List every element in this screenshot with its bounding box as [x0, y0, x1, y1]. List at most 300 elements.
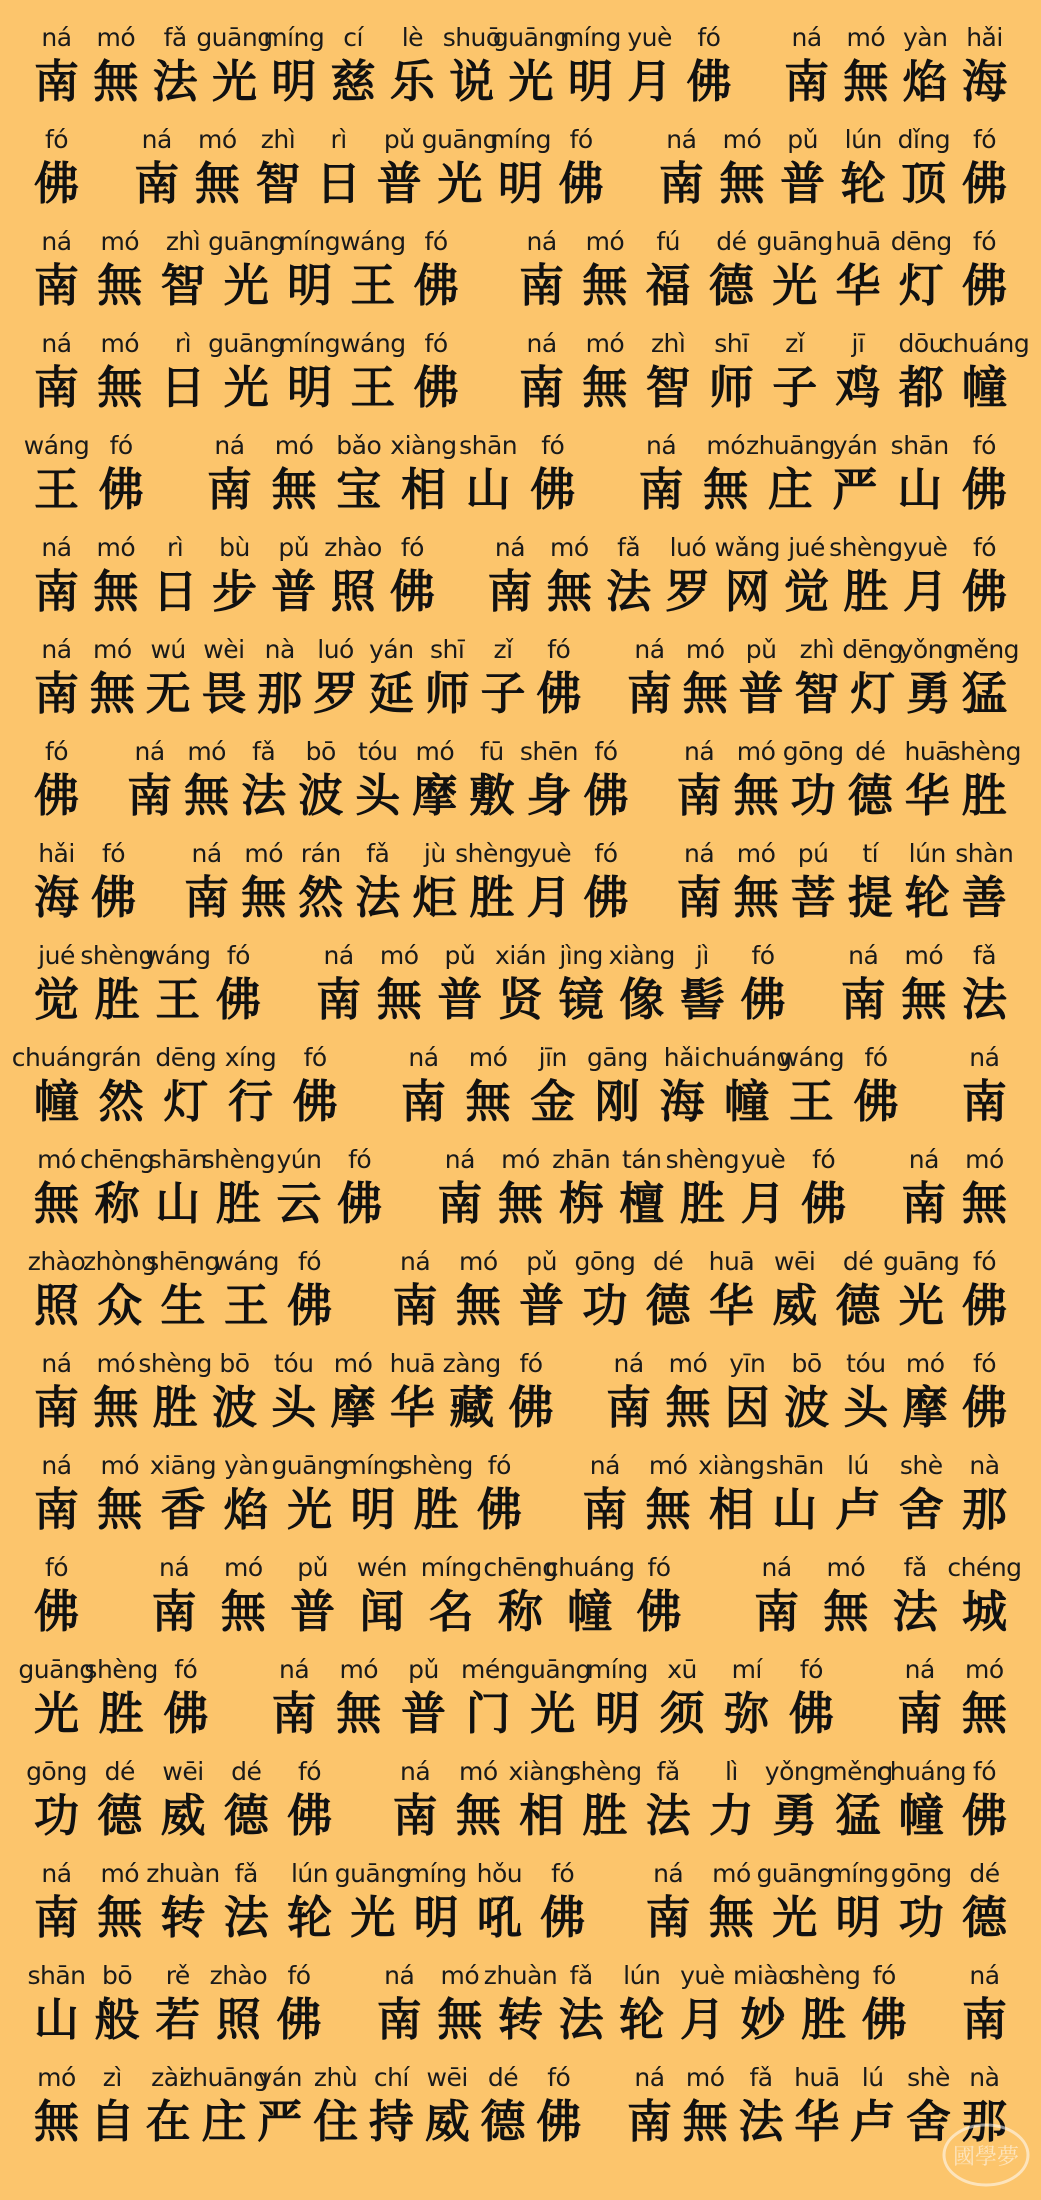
- hanzi: 幢: [898, 1789, 944, 1842]
- pinyin: fó: [547, 2063, 571, 2092]
- hanzi: 胜: [843, 565, 889, 618]
- pinyin: mó: [668, 1349, 708, 1378]
- hanzi: 南: [271, 1687, 317, 1740]
- hanzi: 無: [336, 1687, 382, 1740]
- text-line: [34, 622, 1020, 722]
- text-line: [34, 10, 1007, 110]
- char-cell: [340, 328, 406, 416]
- pinyin: chuáng: [545, 1553, 635, 1582]
- pinyin: ná: [653, 1859, 684, 1888]
- char-cell: [390, 1348, 435, 1436]
- hanzi: 佛: [34, 1585, 80, 1638]
- hanzi: 闻: [359, 1585, 405, 1638]
- char-cell: [848, 838, 893, 926]
- pinyin: gāng: [586, 1043, 648, 1072]
- pinyin: mó: [92, 635, 132, 664]
- pinyin: zhuāng: [179, 2063, 269, 2092]
- hanzi: 华: [708, 1279, 754, 1332]
- char-cell: [208, 226, 285, 314]
- char-cell: [224, 1450, 269, 1538]
- pinyin: wǎng: [714, 533, 780, 562]
- pinyin: mó: [244, 839, 284, 868]
- pinyin: ná: [904, 1655, 935, 1684]
- hanzi: 海: [659, 1075, 705, 1128]
- char-cell: [336, 1654, 381, 1742]
- char-cell: [399, 1450, 473, 1538]
- char-cell: [287, 1246, 332, 1334]
- char-cell: [483, 1552, 558, 1640]
- char-cell: [627, 2062, 672, 2150]
- char-cell: [801, 1144, 846, 1232]
- pinyin: guāng: [492, 23, 570, 52]
- hanzi: 妙: [740, 1993, 786, 2046]
- hanzi: 罗: [665, 565, 711, 618]
- char-cell: [627, 22, 672, 110]
- pinyin: jué: [788, 533, 825, 562]
- hanzi: 日: [160, 361, 206, 414]
- pinyin: fó: [547, 635, 571, 664]
- char-cell: [841, 124, 886, 212]
- hanzi: 幢: [961, 361, 1007, 414]
- hanzi: 佛: [536, 2095, 582, 2148]
- pinyin: fǎ: [972, 941, 997, 970]
- hanzi: 無: [241, 871, 287, 924]
- pinyin: guāng: [334, 1859, 411, 1888]
- pinyin: dēng: [890, 227, 952, 256]
- char-cell: [583, 736, 628, 824]
- pinyin: fǎ: [749, 2063, 773, 2092]
- char-cell: [508, 1756, 575, 1844]
- hanzi: 法: [738, 2095, 784, 2148]
- char-cell: [324, 532, 382, 620]
- char-cell: [279, 226, 341, 314]
- pinyin: lún: [623, 1961, 661, 1990]
- pinyin: lú: [861, 2063, 884, 2092]
- hanzi: 香: [160, 1483, 206, 1536]
- char-cell: [890, 226, 952, 314]
- char-cell: [83, 1246, 157, 1334]
- char-cell: [709, 1858, 754, 1946]
- pinyin: dé: [104, 1757, 135, 1786]
- pinyin: lì: [724, 1757, 738, 1786]
- hanzi: 头: [355, 769, 401, 822]
- pinyin: bō: [791, 1349, 822, 1378]
- hanzi: 山: [772, 1483, 818, 1536]
- hanzi: 法: [152, 55, 198, 108]
- char-cell: [95, 1960, 140, 2048]
- hanzi: 胜: [469, 871, 515, 924]
- hanzi: 月: [526, 871, 572, 924]
- hanzi: 無: [823, 1585, 869, 1638]
- char-cell: [488, 532, 533, 620]
- pinyin: ná: [279, 1655, 310, 1684]
- pinyin: fó: [303, 1043, 327, 1072]
- pinyin: fó: [348, 1145, 372, 1174]
- hanzi: 威: [424, 2095, 470, 2148]
- hanzi: 月: [679, 1993, 725, 2046]
- hanzi: 光: [223, 361, 269, 414]
- pinyin: mó: [648, 1451, 688, 1480]
- hanzi: 幢: [34, 1075, 80, 1128]
- hanzi: 法: [892, 1585, 938, 1638]
- hanzi: 那: [961, 2095, 1007, 2148]
- hanzi: 佛: [583, 871, 629, 924]
- pinyin: mó: [736, 839, 776, 868]
- hanzi: 明: [835, 1891, 881, 1944]
- pinyin: mó: [685, 2063, 725, 2092]
- hanzi: 福: [645, 259, 691, 312]
- char-cell: [646, 328, 691, 416]
- char-cell: [377, 940, 422, 1028]
- pinyin: míng: [279, 329, 341, 358]
- char-cell: [138, 1348, 212, 1436]
- hanzi: 無: [93, 1381, 139, 1434]
- pinyin: fó: [812, 1145, 836, 1174]
- pinyin: dé: [969, 1859, 1000, 1888]
- pinyin: ná: [526, 329, 557, 358]
- hanzi: 南: [316, 973, 362, 1026]
- char-cell: [835, 328, 880, 416]
- hanzi: 南: [184, 871, 230, 924]
- pinyin: ná: [134, 737, 165, 766]
- hanzi: 佛: [540, 1891, 586, 1944]
- char-cell: [739, 634, 784, 722]
- pinyin: fǎ: [252, 737, 276, 766]
- hanzi: 波: [211, 1381, 257, 1434]
- hanzi: 智: [645, 361, 691, 414]
- pinyin: wēi: [162, 1757, 204, 1786]
- text-line: [26, 1744, 1007, 1844]
- pinyin: chuáng: [11, 1043, 102, 1072]
- pinyin: shī: [430, 635, 465, 664]
- hanzi: 南: [519, 259, 565, 312]
- pinyin: wēi: [426, 2063, 468, 2092]
- pinyin: shēng: [146, 1247, 220, 1276]
- char-cell: [764, 1756, 825, 1844]
- pinyin: pǔ: [526, 1247, 557, 1276]
- char-cell: [683, 634, 728, 722]
- char-cell: [437, 1960, 482, 2048]
- pinyin: ná: [41, 1451, 72, 1480]
- char-cell: [201, 634, 246, 722]
- pinyin: bō: [219, 1349, 250, 1378]
- hanzi: 無: [719, 157, 765, 210]
- pinyin: lún: [908, 839, 946, 868]
- pinyin: míng: [586, 1655, 648, 1684]
- char-cell: [414, 226, 459, 314]
- char-cell: [27, 1246, 86, 1334]
- pinyin: pǔ: [444, 941, 476, 970]
- hanzi: 轮: [287, 1891, 333, 1944]
- pinyin: chuáng: [939, 329, 1030, 358]
- hanzi: 南: [901, 1177, 947, 1230]
- pinyin: mí: [731, 1655, 762, 1684]
- pinyin: ná: [494, 533, 526, 562]
- pinyin: shèng: [399, 1451, 473, 1480]
- pinyin: fǎ: [656, 1757, 680, 1786]
- char-cell: [481, 2062, 526, 2150]
- char-cell: [456, 1756, 501, 1844]
- char-cell: [709, 328, 754, 416]
- char-cell: [823, 1552, 868, 1640]
- pinyin: lú: [847, 1451, 869, 1480]
- hanzi: 海: [962, 55, 1008, 108]
- hanzi: 力: [708, 1789, 754, 1842]
- pinyin: mó: [440, 1961, 480, 1990]
- char-cell: [277, 1144, 322, 1232]
- hanzi: 佛: [961, 1789, 1007, 1842]
- hanzi: 無: [665, 1381, 711, 1434]
- hanzi: 提: [847, 871, 893, 924]
- char-cell: [146, 1858, 220, 1946]
- char-cell: [34, 838, 79, 926]
- char-cell: [90, 634, 135, 722]
- char-cell: [540, 1858, 585, 1946]
- pinyin: rán: [101, 1043, 142, 1072]
- char-cell: [442, 1348, 501, 1436]
- pinyin: ná: [400, 1247, 431, 1276]
- char-cell: [342, 1450, 404, 1538]
- hanzi: 法: [645, 1789, 691, 1842]
- pinyin: pǔ: [383, 125, 415, 154]
- char-cell: [201, 1144, 276, 1232]
- pinyin: ná: [41, 1349, 72, 1378]
- pinyin: shuō: [442, 23, 501, 52]
- hanzi: 無: [465, 1075, 511, 1128]
- pinyin: yàn: [902, 23, 948, 52]
- char-cell: [91, 838, 136, 926]
- char-cell: [241, 838, 286, 926]
- hanzi: 那: [961, 1483, 1007, 1536]
- hanzi: 南: [151, 1585, 197, 1638]
- pinyin: shèng: [665, 1145, 740, 1174]
- char-cell: [646, 1858, 691, 1946]
- hanzi: 在: [145, 2095, 191, 2148]
- pinyin: gōng: [782, 737, 844, 766]
- hanzi: 月: [740, 1177, 786, 1230]
- hanzi: 佛: [536, 667, 582, 720]
- hanzi: 普: [290, 1585, 336, 1638]
- char-cell: [962, 1756, 1007, 1844]
- text-line: [34, 1540, 1022, 1640]
- char-cell: [455, 838, 529, 926]
- pinyin: xū: [667, 1655, 697, 1684]
- char-cell: [331, 1348, 376, 1436]
- char-cell: [213, 1246, 280, 1334]
- pinyin: rì: [174, 329, 192, 358]
- char-cell: [290, 1552, 335, 1640]
- hanzi: 摩: [902, 1381, 948, 1434]
- hanzi: 若: [155, 1993, 201, 2046]
- char-cell: [606, 532, 651, 620]
- char-cell: [80, 1144, 155, 1232]
- hanzi: 菩: [790, 871, 836, 924]
- hanzi: 佛: [961, 259, 1007, 312]
- hanzi: 庄: [201, 2095, 247, 2148]
- char-cell: [893, 1552, 938, 1640]
- hanzi: 佛: [163, 1687, 209, 1740]
- char-cell: [947, 1552, 1022, 1640]
- char-cell: [526, 838, 571, 926]
- pinyin: ná: [214, 431, 245, 460]
- char-cell: [962, 940, 1007, 1028]
- pinyin: xiāng: [149, 1451, 217, 1480]
- char-cell: [519, 226, 564, 314]
- hanzi: 明: [287, 361, 333, 414]
- char-cell: [646, 1246, 691, 1334]
- hanzi: 無: [184, 769, 230, 822]
- char-cell: [703, 430, 748, 518]
- hanzi: 佛: [476, 1483, 522, 1536]
- text-line: [27, 1234, 1007, 1334]
- char-cell: [530, 430, 575, 518]
- char-cell: [841, 940, 886, 1028]
- hanzi: 佛: [962, 565, 1008, 618]
- hanzi: 像: [619, 973, 665, 1026]
- char-cell: [356, 1552, 407, 1640]
- hanzi: 佛: [583, 769, 629, 822]
- char-cell: [756, 1858, 833, 1946]
- char-cell: [420, 1552, 482, 1640]
- hanzi: 光: [34, 1687, 80, 1740]
- char-cell: [272, 430, 317, 518]
- hanzi: 卢: [850, 2095, 896, 2148]
- pinyin: wèi: [203, 635, 245, 664]
- hanzi: 王: [350, 361, 396, 414]
- pinyin: fó: [101, 839, 126, 868]
- pinyin: dēng: [842, 635, 904, 664]
- hanzi: 相: [519, 1789, 565, 1842]
- char-cell: [393, 1246, 438, 1334]
- pinyin: mó: [459, 1757, 498, 1786]
- hanzi: 因: [724, 1381, 770, 1434]
- char-cell: [152, 1552, 197, 1640]
- pinyin: shān: [765, 1451, 824, 1480]
- hanzi: 威: [160, 1789, 206, 1842]
- pinyin: míng: [420, 1553, 482, 1582]
- char-cell: [271, 1348, 316, 1436]
- char-cell: [155, 1960, 200, 2048]
- char-cell: [962, 1858, 1007, 1946]
- pinyin: shān: [459, 431, 518, 460]
- char-cell: [754, 1552, 799, 1640]
- hanzi: 普: [738, 667, 784, 720]
- pinyin: mó: [37, 2063, 76, 2092]
- pinyin: zǐ: [493, 635, 513, 664]
- hanzi: 猛: [835, 1789, 881, 1842]
- hanzi: 無: [682, 667, 728, 720]
- hanzi: 身: [526, 769, 572, 822]
- pinyin: ná: [683, 737, 715, 766]
- pinyin: fó: [972, 1757, 997, 1786]
- char-cell: [772, 1246, 817, 1334]
- pinyin: chéng: [947, 1553, 1022, 1582]
- hanzi: 佛: [962, 1381, 1008, 1434]
- hanzi: 住: [313, 2095, 359, 2148]
- pinyin: dǐng: [897, 125, 951, 154]
- hanzi: 轮: [619, 1993, 665, 2046]
- hanzi: 無: [455, 1789, 501, 1842]
- hanzi: 佛: [34, 769, 80, 822]
- char-cell: [547, 532, 592, 620]
- hanzi: 明: [287, 259, 333, 312]
- hanzi: 镜: [558, 973, 604, 1026]
- hanzi: 光: [287, 1483, 333, 1536]
- hanzi: 然: [98, 1075, 144, 1128]
- hanzi: 佛: [287, 1279, 333, 1332]
- pinyin: ná: [323, 941, 354, 970]
- pinyin: huā: [835, 227, 881, 256]
- char-cell: [791, 838, 836, 926]
- hanzi: 法: [962, 973, 1008, 1026]
- char-cell: [97, 1858, 142, 1946]
- hanzi: 佛: [853, 1075, 899, 1128]
- hanzi: 日: [152, 565, 198, 618]
- hanzi: 無: [97, 361, 143, 414]
- char-cell: [899, 328, 944, 416]
- pinyin: mó: [274, 431, 314, 460]
- char-cell: [701, 1042, 792, 1130]
- char-cell: [369, 2062, 414, 2150]
- hanzi: 光: [772, 1891, 818, 1944]
- char-cell: [947, 736, 1022, 824]
- char-cell: [456, 1246, 501, 1334]
- pinyin: ná: [969, 1043, 1000, 1072]
- char-cell: [780, 124, 825, 212]
- pinyin: dé: [842, 1247, 874, 1276]
- hanzi: 威: [772, 1279, 818, 1332]
- pinyin: mó: [100, 1859, 140, 1888]
- char-cell: [390, 532, 435, 620]
- char-cell: [401, 1042, 446, 1130]
- char-cell: [559, 124, 604, 212]
- char-cell: [646, 226, 691, 314]
- hanzi: 南: [658, 157, 704, 210]
- hanzi: 南: [754, 1585, 800, 1638]
- char-cell: [765, 1450, 824, 1538]
- char-cell: [469, 736, 514, 824]
- pinyin: hǒu: [476, 1859, 523, 1888]
- pinyin: ná: [41, 1859, 72, 1888]
- hanzi: 佛: [636, 1585, 682, 1638]
- hanzi: 持: [368, 2095, 414, 2148]
- hanzi: 般: [94, 1993, 140, 2046]
- pinyin: ná: [645, 431, 677, 460]
- hanzi: 行: [227, 1075, 273, 1128]
- hanzi: 南: [34, 55, 80, 108]
- pinyin: pǔ: [278, 533, 310, 562]
- pinyin: xiàng: [508, 1757, 575, 1786]
- pinyin: yuè: [902, 533, 948, 562]
- pinyin: fó: [44, 1553, 69, 1582]
- pinyin: pǔ: [745, 635, 777, 664]
- char-cell: [161, 226, 206, 314]
- hanzi: 檀: [619, 1177, 665, 1230]
- pinyin: fó: [799, 1655, 823, 1684]
- hanzi: 勇: [906, 667, 952, 720]
- pinyin: zhì: [799, 635, 835, 664]
- pinyin: fó: [44, 737, 69, 766]
- pinyin: jué: [38, 941, 75, 970]
- pinyin: fǎ: [366, 839, 390, 868]
- pinyin: ná: [158, 1553, 190, 1582]
- hanzi: 胜: [582, 1789, 628, 1842]
- hanzi: 南: [638, 463, 684, 516]
- pinyin: mó: [965, 1145, 1004, 1174]
- pinyin: mó: [549, 533, 589, 562]
- pinyin: mó: [459, 1247, 498, 1276]
- pinyin: xián: [495, 941, 546, 970]
